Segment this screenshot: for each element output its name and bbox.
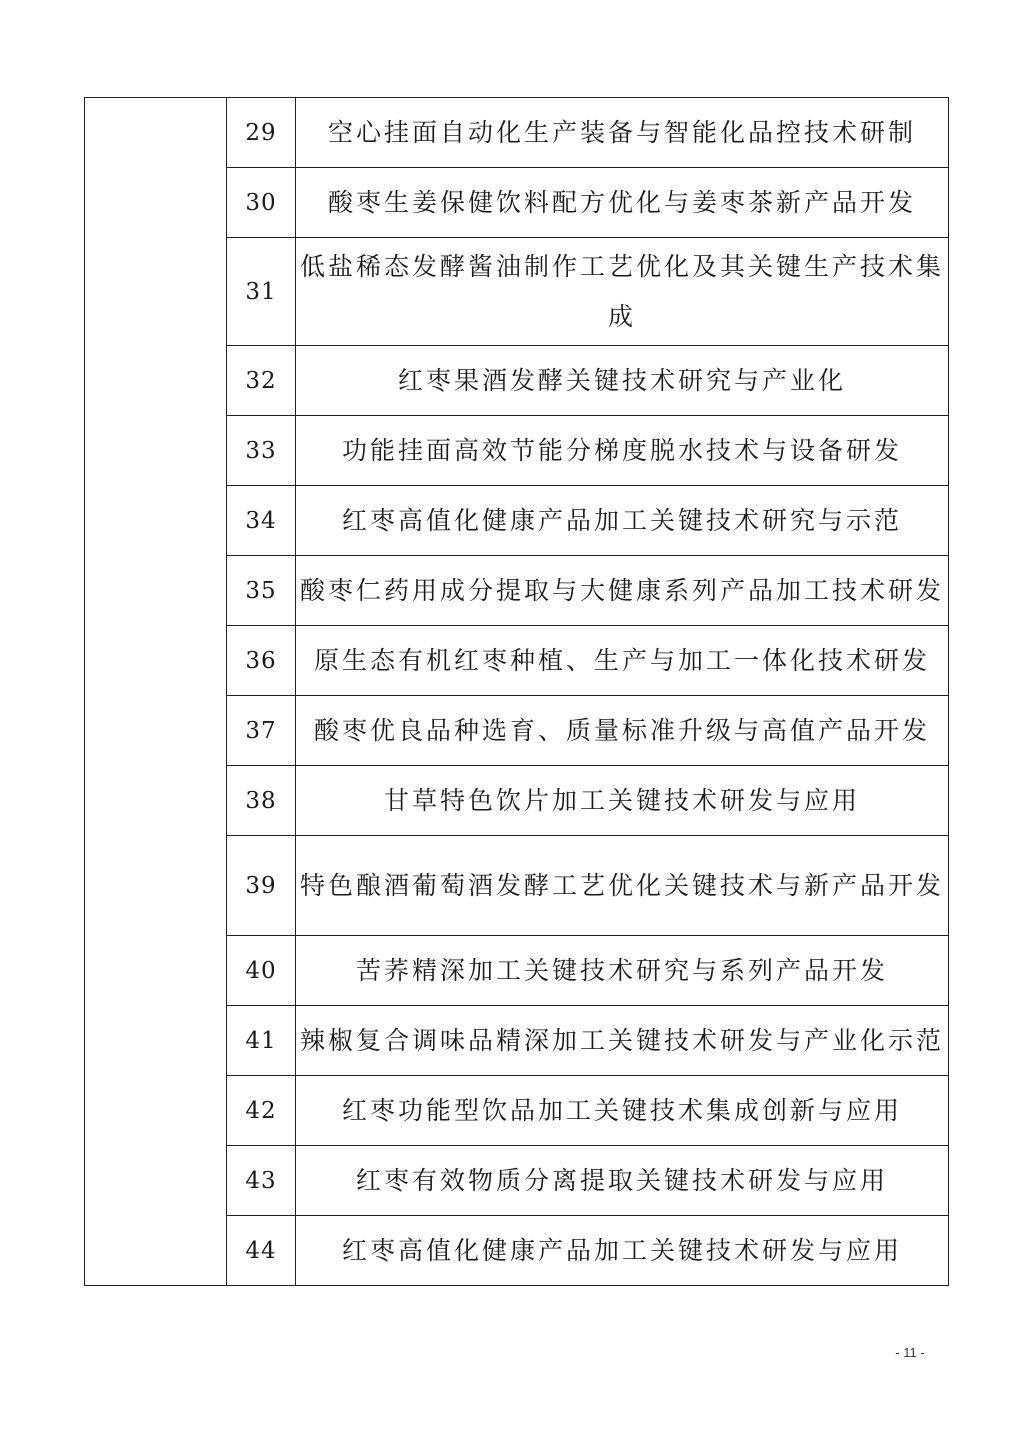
row-number: 39 [227,836,296,936]
row-number: 30 [227,168,296,238]
project-table [84,97,949,1286]
row-number: 33 [227,416,296,486]
project-name: 原生态有机红枣种植、生产与加工一体化技术研发 [296,626,949,696]
row-number: 34 [227,486,296,556]
project-name: 酸枣优良品种选育、质量标准升级与高值产品开发 [296,696,949,766]
project-name: 酸枣生姜保健饮料配方优化与姜枣茶新产品开发 [296,168,949,238]
row-number: 35 [227,556,296,626]
page-number: - 11 - [895,1345,925,1360]
project-name: 甘草特色饮片加工关键技术研发与应用 [296,766,949,836]
row-number: 44 [227,1216,296,1286]
table-row [85,98,949,168]
row-number: 32 [227,346,296,416]
row-number: 42 [227,1076,296,1146]
project-name: 红枣高值化健康产品加工关键技术研究与示范 [296,486,949,556]
project-name: 红枣功能型饮品加工关键技术集成创新与应用 [296,1076,949,1146]
row-number: 29 [227,98,296,168]
row-number: 43 [227,1146,296,1216]
row-number: 37 [227,696,296,766]
row-number: 38 [227,766,296,836]
category-cell [85,98,227,1286]
row-number: 40 [227,936,296,1006]
row-number: 31 [227,238,296,346]
project-name: 红枣高值化健康产品加工关键技术研发与应用 [296,1216,949,1286]
project-name: 功能挂面高效节能分梯度脱水技术与设备研发 [296,416,949,486]
row-number: 36 [227,626,296,696]
project-name: 酸枣仁药用成分提取与大健康系列产品加工技术研发 [296,556,949,626]
project-name: 特色酿酒葡萄酒发酵工艺优化关键技术与新产品开发 [296,836,949,936]
project-name: 苦荞精深加工关键技术研究与系列产品开发 [296,936,949,1006]
project-name: 红枣果酒发酵关键技术研究与产业化 [296,346,949,416]
project-name: 空心挂面自动化生产装备与智能化品控技术研制 [296,98,949,168]
project-name: 红枣有效物质分离提取关键技术研发与应用 [296,1146,949,1216]
row-number: 41 [227,1006,296,1076]
project-name: 低盐稀态发酵酱油制作工艺优化及其关键生产技术集成 [296,238,949,346]
project-name: 辣椒复合调味品精深加工关键技术研发与产业化示范 [296,1006,949,1076]
